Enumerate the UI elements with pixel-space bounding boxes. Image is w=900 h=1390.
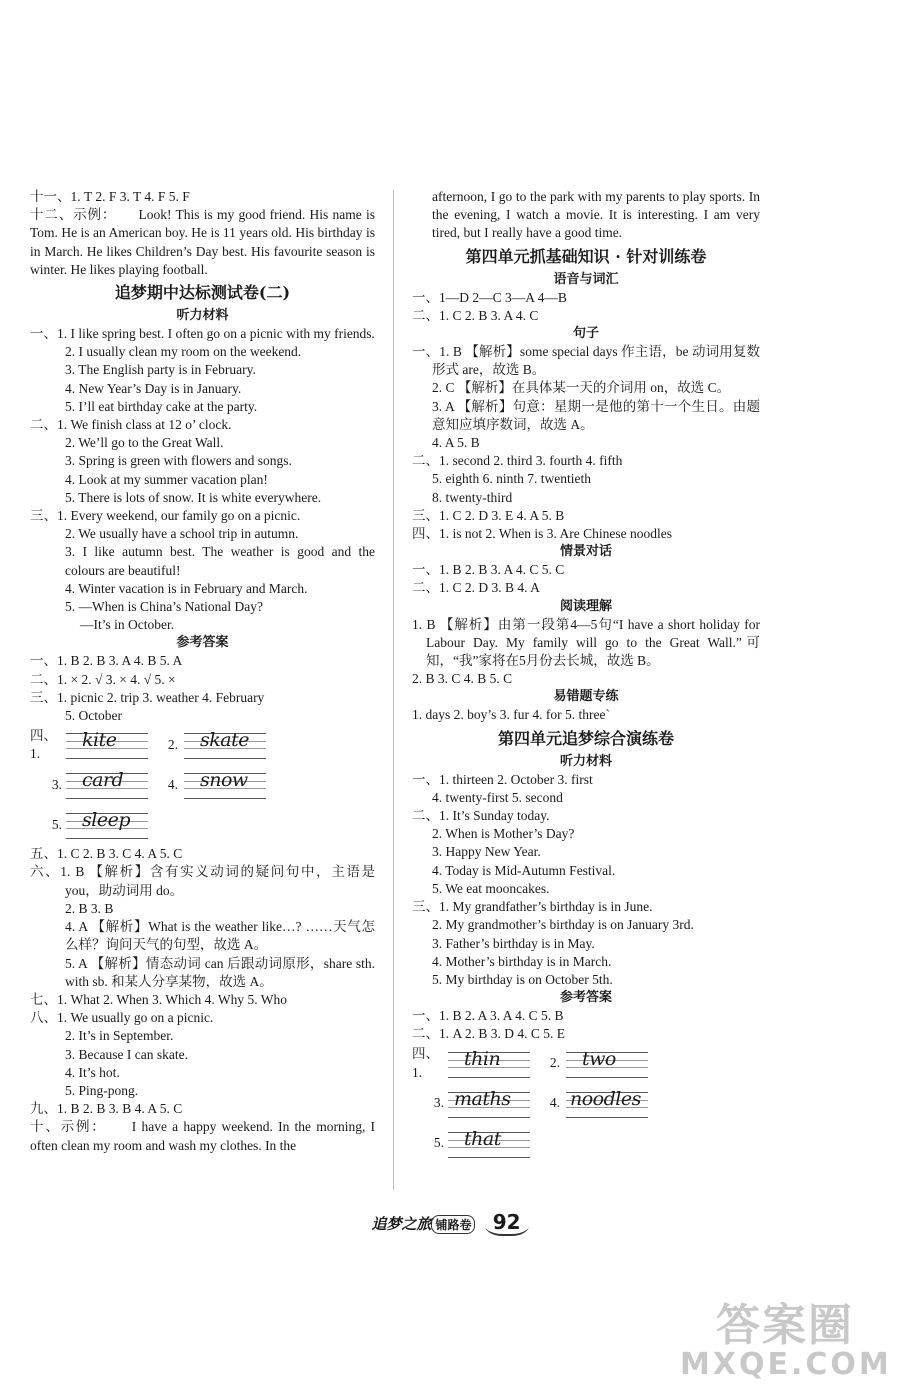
handwritten-word: snow	[200, 769, 248, 792]
answer-line: 一、1. B 2. B 3. A 4. C 5. C	[412, 562, 565, 578]
listen-line: 4. twenty-first 5. second	[432, 789, 563, 805]
answer-line: 5. eighth 6. ninth 7. twentieth	[432, 471, 591, 487]
subsection-title: 听力材料	[559, 753, 612, 769]
listen-line: 3. Happy New Year.	[432, 844, 541, 860]
answer-line: 2. B 3. B	[65, 900, 114, 916]
essay-continuation: afternoon, I go to the park with my parents to play sports. In the evening, I watch a movie. It is interesting. I am very tired, but I really have a good time.	[432, 189, 760, 241]
listen-line: 二、1. We finish class at 12 o’ clock.	[30, 417, 232, 433]
answer-line: 八、1. We usually go on a picnic.	[30, 1010, 214, 1026]
watermark-url: MXQE.COM	[680, 1347, 892, 1382]
listen-line: 4. Look at my summer vacation plan!	[65, 471, 268, 487]
subsection-title: 听力材料	[176, 308, 229, 324]
listen-line: 5. My birthday is on October 5th.	[432, 971, 613, 987]
answer-line: 四、1. is not 2. When is 3. Are Chinese noodles	[412, 526, 672, 542]
handwriting-row	[412, 1084, 760, 1124]
listen-line: 2. I usually clean my room on the weekend.	[65, 344, 302, 360]
listen-line: 3. Spring is green with flowers and songs.	[65, 453, 292, 469]
item-number: 3.	[433, 1095, 444, 1111]
listen-line: 5. I’ll eat birthday cake at the party.	[65, 398, 258, 414]
answer-label: 十二、示例：	[30, 207, 117, 223]
answer-line: 一、1. B 【解析】some special days 作主语，be 动词用复数形式 are，故选 B。	[412, 344, 760, 378]
answer-line: 4. It’s hot.	[65, 1064, 120, 1080]
subsection-title: 句子	[572, 326, 599, 342]
handwriting-box	[566, 1089, 648, 1119]
answer-line: 2. C 【解析】在具体某一天的介词用 on，故选 C。	[432, 380, 731, 396]
handwriting-row	[412, 1124, 760, 1164]
item-number: 四、1.	[30, 728, 57, 762]
section-title: 第四单元抓基础知识 · 针对训练卷	[465, 246, 707, 266]
listen-line: 三、1. Every weekend, our family go on a picnic.	[30, 508, 301, 524]
listen-line: 4. New Year’s Day is in January.	[65, 380, 242, 396]
answer-line: 8. twenty-third	[432, 489, 513, 505]
subsection-title: 参考答案	[559, 990, 612, 1006]
brand-badge: 铺路卷	[431, 1215, 475, 1234]
answer-line: 二、1. second 2. third 3. fourth 4. fifth	[412, 453, 623, 469]
handwritten-word: two	[582, 1047, 616, 1070]
answer-line: 3. Because I can skate.	[65, 1046, 188, 1062]
essay-text: I have a happy weekend. In the morning, I often clean my room and wash my clothes. In the	[30, 1119, 376, 1153]
answer-line: 2. It’s in September.	[65, 1028, 174, 1044]
handwritten-word: that	[464, 1127, 501, 1150]
subsection-title: 参考答案	[176, 635, 229, 651]
answer-line: 三、1. C 2. D 3. E 4. A 5. B	[412, 507, 565, 523]
item-number: 4.	[549, 1095, 560, 1111]
handwriting-box	[66, 810, 148, 840]
answer-line: 二、1. C 2. D 3. B 4. A	[412, 580, 540, 596]
listen-line: 5. —When is China’s National Day?	[65, 599, 263, 615]
brand-logo	[371, 1215, 480, 1233]
page-number: 92	[485, 1210, 529, 1236]
page-footer	[0, 1210, 900, 1236]
listen-line: 2. We’ll go to the Great Wall.	[65, 435, 224, 451]
answer-line: 一、1. B 2. B 3. A 4. B 5. A	[30, 653, 183, 669]
handwritten-word: maths	[454, 1087, 511, 1110]
answer-line: 1. B 【解析】由第一段第4—5句“I have a short holiday for Labour Day. My family will go to the Great Wall.”可知，“我”家将在5月份去长城，故选 B。	[412, 616, 760, 669]
listen-line: 2. My grandmother’s birthday is on January 3rd.	[432, 917, 694, 933]
listen-line: 3. Father’s birthday is in May.	[432, 935, 595, 951]
listen-line: 2. We usually have a school trip in autumn.	[65, 526, 299, 542]
right-column	[412, 188, 760, 1164]
answer-line: 二、1. × 2. √ 3. × 4. √ 5. ×	[30, 671, 176, 687]
answer-line: 二、1. A 2. B 3. D 4. C 5. E	[412, 1026, 566, 1042]
answer-line: 2. B 3. C 4. B 5. C	[412, 671, 513, 687]
sample-essay	[30, 1118, 375, 1154]
subsection-title: 语音与词汇	[553, 271, 619, 287]
handwritten-word: skate	[200, 729, 249, 752]
subsection-title: 易错题专练	[553, 689, 619, 705]
answer-line: 4. A 【解析】What is the weather like…? ……天气怎么样？询问天气的句型，故选 A。	[65, 919, 375, 953]
handwritten-word: thin	[464, 1047, 501, 1070]
answer-line: 二、1. C 2. B 3. A 4. C	[412, 307, 539, 323]
listen-line: 一、1. I like spring best. I often go on a picnic with my friends.	[30, 326, 375, 342]
answer-line: 一、1. B 2. A 3. A 4. C 5. B	[412, 1008, 564, 1024]
listen-line: 3. The English party is in February.	[65, 362, 256, 378]
item-number: 5.	[51, 817, 62, 833]
handwriting-box	[184, 770, 266, 800]
handwriting-box	[448, 1049, 530, 1079]
answer-line: 六、1. B 【解析】含有实义动词的疑问句中，主语是 you，助动词用 do。	[30, 864, 375, 898]
answer-line: 4. A 5. B	[432, 435, 480, 451]
essay-text: Look! This is my good friend. His name is Tom. He is an American boy. He is 11 years old. His birthday is in March. He likes Children’s Day best. His favourite season is winter. He likes playing football.	[30, 207, 376, 277]
handwritten-word: noodles	[570, 1087, 641, 1110]
item-number: 4.	[167, 777, 178, 793]
handwriting-block	[412, 1044, 760, 1164]
listen-line: 一、1. thirteen 2. October 3. first	[412, 771, 593, 787]
handwriting-box	[66, 770, 148, 800]
handwriting-box	[448, 1129, 530, 1159]
handwriting-row	[412, 1044, 760, 1084]
answer-line: 5. October	[65, 708, 122, 724]
watermark-text: 答案圈	[716, 1300, 854, 1351]
handwriting-box	[448, 1089, 530, 1119]
listen-line: 2. When is Mother’s Day?	[432, 826, 575, 842]
section-title: 第四单元追梦综合演练卷	[497, 728, 674, 748]
listen-line: 4. Mother’s birthday is in March.	[432, 953, 612, 969]
handwriting-box	[184, 730, 266, 760]
answer-line: 1. days 2. boy’s 3. fur 4. for 5. three`	[412, 707, 610, 723]
handwriting-box	[66, 730, 148, 760]
item-number: 5.	[433, 1135, 444, 1151]
handwriting-box	[566, 1049, 648, 1079]
answer-line: 五、1. C 2. B 3. C 4. A 5. C	[30, 846, 183, 862]
handwriting-row	[30, 765, 375, 805]
answer-line: 三、1. picnic 2. trip 3. weather 4. February	[30, 689, 265, 705]
handwriting-block	[30, 725, 375, 845]
listen-line: 二、1. It’s Sunday today.	[412, 808, 550, 824]
answer-line: 5. A 【解析】情态动词 can 后跟动词原形，share sth. with sb. 和某人分享某物，故选 A。	[65, 955, 375, 989]
listen-line: —It’s in October.	[80, 617, 175, 633]
handwritten-word: kite	[82, 729, 117, 752]
answer-line: 一、1—D 2—C 3—A 4—B	[412, 289, 567, 305]
answer-line: 七、1. What 2. When 3. Which 4. Why 5. Who	[30, 991, 287, 1007]
listen-line: 4. Today is Mid-Autumn Festival.	[432, 862, 616, 878]
answer-line: 九、1. B 2. B 3. B 4. A 5. C	[30, 1101, 183, 1117]
item-number: 2.	[549, 1055, 560, 1071]
item-number: 四、1.	[412, 1046, 439, 1080]
listen-line: 3. I like autumn best. The weather is good and the colours are beautiful!	[65, 544, 375, 578]
handwriting-row	[30, 805, 375, 845]
brand-name: 追梦之旅	[371, 1215, 432, 1233]
sample-essay	[30, 206, 375, 279]
listen-line: 5. We eat mooncakes.	[432, 880, 550, 896]
item-number: 3.	[51, 777, 62, 793]
listen-line: 4. Winter vacation is in February and March.	[65, 580, 308, 596]
column-divider	[393, 190, 394, 1190]
subsection-title: 情景对话	[559, 544, 612, 560]
handwritten-word: card	[82, 769, 124, 792]
section-title: 追梦期中达标测试卷(二)	[114, 283, 291, 303]
left-column	[30, 188, 375, 1155]
listen-line: 三、1. My grandfather’s birthday is in June.	[412, 899, 653, 915]
answer-line: 5. Ping-pong.	[65, 1082, 139, 1098]
answer-line: 十一、1. T 2. F 3. T 4. F 5. F	[30, 189, 190, 204]
answer-label: 十、示例：	[30, 1119, 107, 1135]
subsection-title: 阅读理解	[559, 598, 612, 614]
item-number: 2.	[167, 737, 178, 753]
listen-line: 5. There is lots of snow. It is white everywhere.	[65, 489, 322, 505]
answer-line: 3. A 【解析】句意：星期一是他的第十一个生日。由题意知应填序数词，故选 A。	[432, 398, 760, 432]
handwritten-word: sleep	[82, 809, 130, 832]
handwriting-row	[30, 725, 375, 765]
watermark-logo	[680, 1302, 890, 1382]
